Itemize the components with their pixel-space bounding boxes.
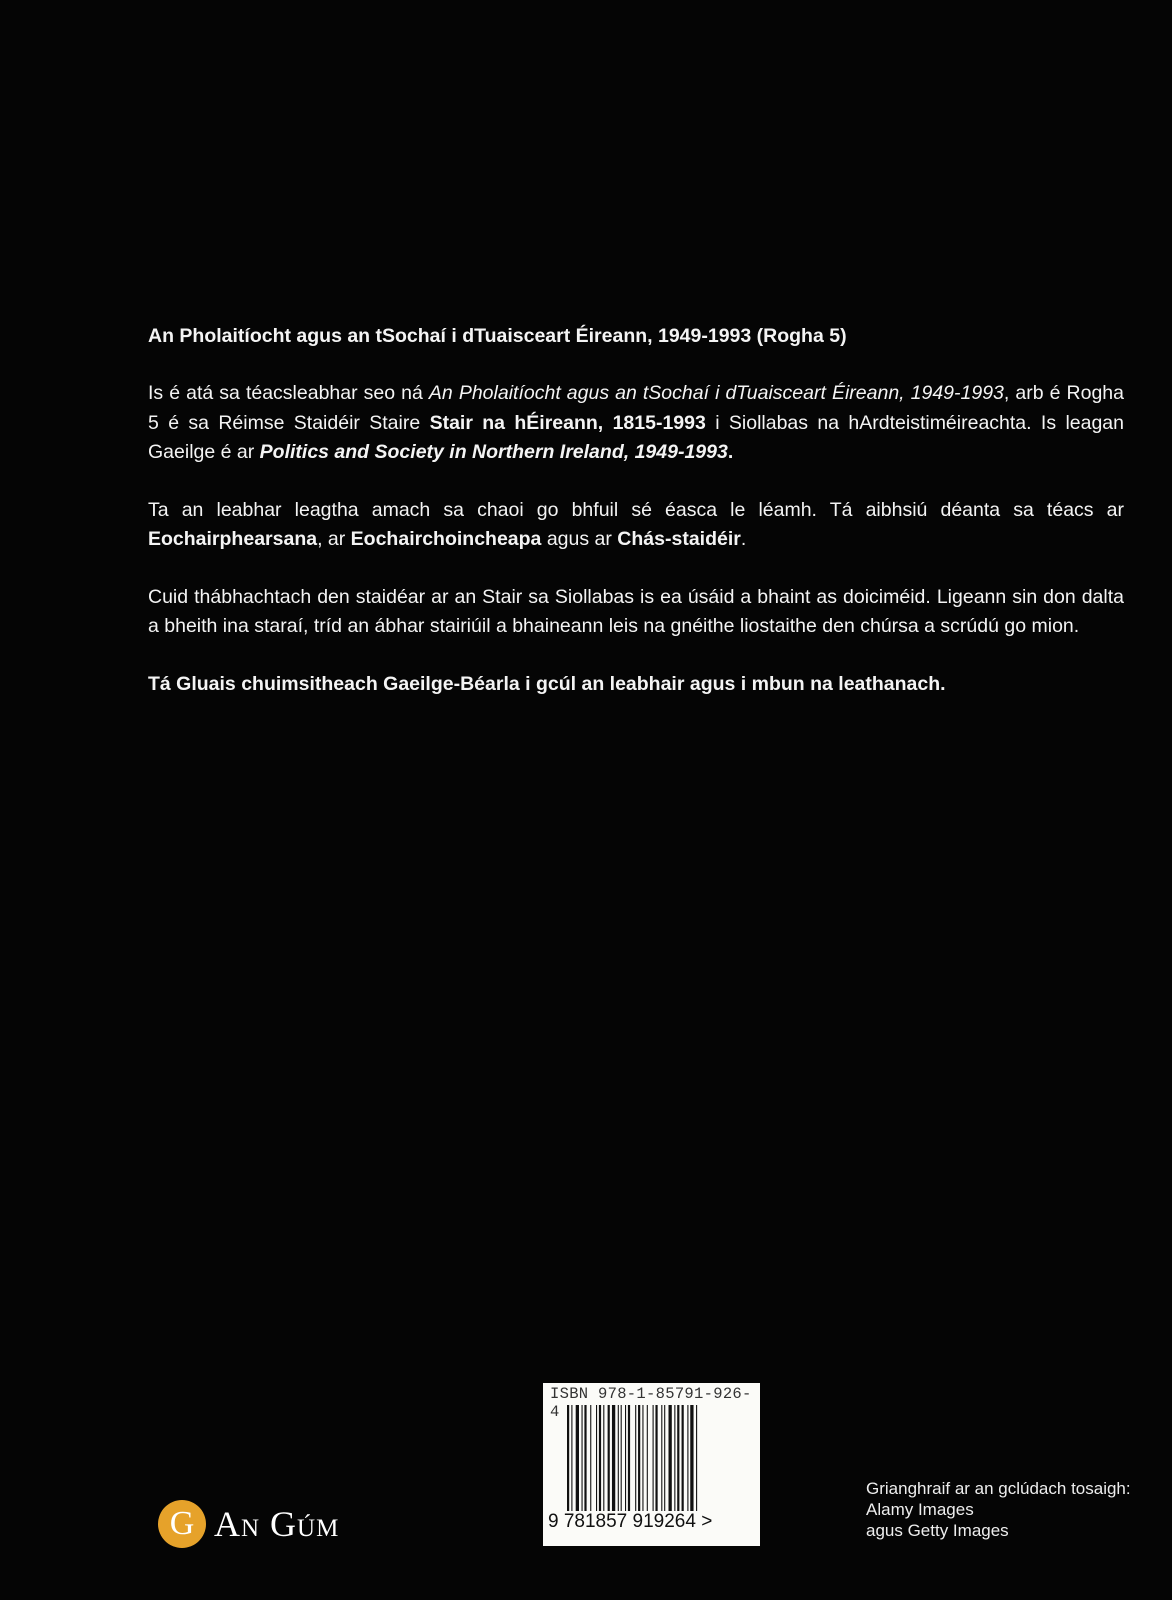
publisher-logo-icon: G xyxy=(158,1500,206,1548)
text-segment: Tá Gluais chuimsitheach Gaeilge-Béarla i gcúl an leabhair agus i mbun na leathanach. xyxy=(148,672,946,695)
publisher-logo xyxy=(158,1500,339,1548)
text-segment: i Siollabas na hArdteistiméireachta. Is leagan Gaeilge é ar xyxy=(148,411,1125,463)
barcode-bar xyxy=(661,1405,662,1523)
barcode-bar xyxy=(582,1405,583,1523)
blurb-paragraph xyxy=(148,496,1124,555)
barcode-bar xyxy=(664,1405,665,1523)
barcode-bar xyxy=(674,1405,675,1523)
text-segment: Cuid thábhachtach den staidéar ar an Stair sa Siollabas is ea úsáid a bhaint as doiciméid. Ligeann sin don dalta a bheith ina staraí, tríd an ábhar stairiúil a bhaineann leis na gnéithe liostaithe den chúrsa a scrúdú go mion. xyxy=(148,585,1124,637)
credit-line: Alamy Images xyxy=(866,1500,974,1519)
barcode-bar xyxy=(599,1405,601,1523)
barcode-bar xyxy=(603,1405,604,1523)
barcode-bar xyxy=(682,1405,684,1523)
blurb-paragraph xyxy=(148,379,1124,468)
text-segment: Chás-staidéir xyxy=(617,528,741,550)
barcode-bar xyxy=(635,1405,636,1523)
back-cover-text xyxy=(148,322,1124,727)
barcode-bar xyxy=(567,1405,569,1523)
barcode-bar xyxy=(690,1405,693,1523)
barcode-bar xyxy=(653,1405,654,1523)
text-segment: Stair na hÉireann, 1815-1993 xyxy=(429,411,706,434)
text-segment: . xyxy=(740,528,747,550)
barcode-bar xyxy=(571,1405,572,1523)
barcode-bar xyxy=(625,1405,626,1523)
barcode-bar xyxy=(621,1405,622,1523)
text-segment: Ta an leabhar leagtha amach sa chaoi go bhfuil sé éasca le léamh. Tá aibhsiú déanta sa téacs ar xyxy=(148,498,1124,521)
barcode-bar xyxy=(647,1405,648,1523)
barcode-bar xyxy=(669,1405,672,1523)
barcode-bar xyxy=(596,1405,597,1523)
barcode-digits-text: 9 781857 919264 > xyxy=(548,1511,713,1532)
blurb xyxy=(148,379,1124,699)
text-segment: Politics and Society in Northern Ireland, 1949-1993 xyxy=(259,441,728,463)
barcode-bar xyxy=(618,1405,619,1523)
barcode-bar xyxy=(687,1405,688,1523)
text-segment: agus ar xyxy=(541,528,618,550)
barcode-bar xyxy=(608,1405,610,1523)
text-segment: Eochairchoincheapa xyxy=(350,528,542,550)
book-title: An Pholaitíocht agus an tSochaí i dTuaisceart Éireann, 1949-1993 (Rogha 5) xyxy=(148,325,847,347)
barcode-bar xyxy=(584,1405,586,1523)
barcode-bar xyxy=(677,1405,679,1523)
barcode-bar xyxy=(655,1405,657,1523)
barcode-bar xyxy=(590,1405,591,1523)
credit-line: agus Getty Images xyxy=(866,1521,1009,1540)
barcode-bars xyxy=(567,1405,739,1523)
barcode-digits xyxy=(547,1511,713,1533)
text-segment: Eochairphearsana xyxy=(148,528,318,550)
text-segment: . xyxy=(727,441,734,463)
publisher-name: An Gúm xyxy=(214,1504,340,1544)
barcode-bar xyxy=(576,1405,579,1523)
barcode-bar xyxy=(638,1405,640,1523)
isbn-text: ISBN 978-1-85791-926-4 xyxy=(550,1385,752,1421)
photo-credits xyxy=(866,1478,1131,1541)
text-segment: An Pholaitíocht agus an tSochaí i dTuaisceart Éireann, 1949-1993 xyxy=(428,382,1004,404)
barcode-bar xyxy=(696,1405,697,1523)
text-segment: Is é atá sa téacsleabhar seo ná xyxy=(148,382,429,404)
blurb-paragraph xyxy=(148,583,1124,642)
text-segment: , arb é Rogha 5 é sa Réimse Staidéir Staire xyxy=(148,382,1124,434)
blurb-paragraph xyxy=(148,670,1124,700)
barcode-bar xyxy=(612,1405,615,1523)
text-segment: , ar xyxy=(317,528,351,550)
barcode-bar xyxy=(628,1405,630,1523)
credit-line: Grianghraif ar an gclúdach tosaigh: xyxy=(866,1479,1131,1498)
barcode-bar xyxy=(642,1405,643,1523)
barcode xyxy=(543,1383,760,1546)
